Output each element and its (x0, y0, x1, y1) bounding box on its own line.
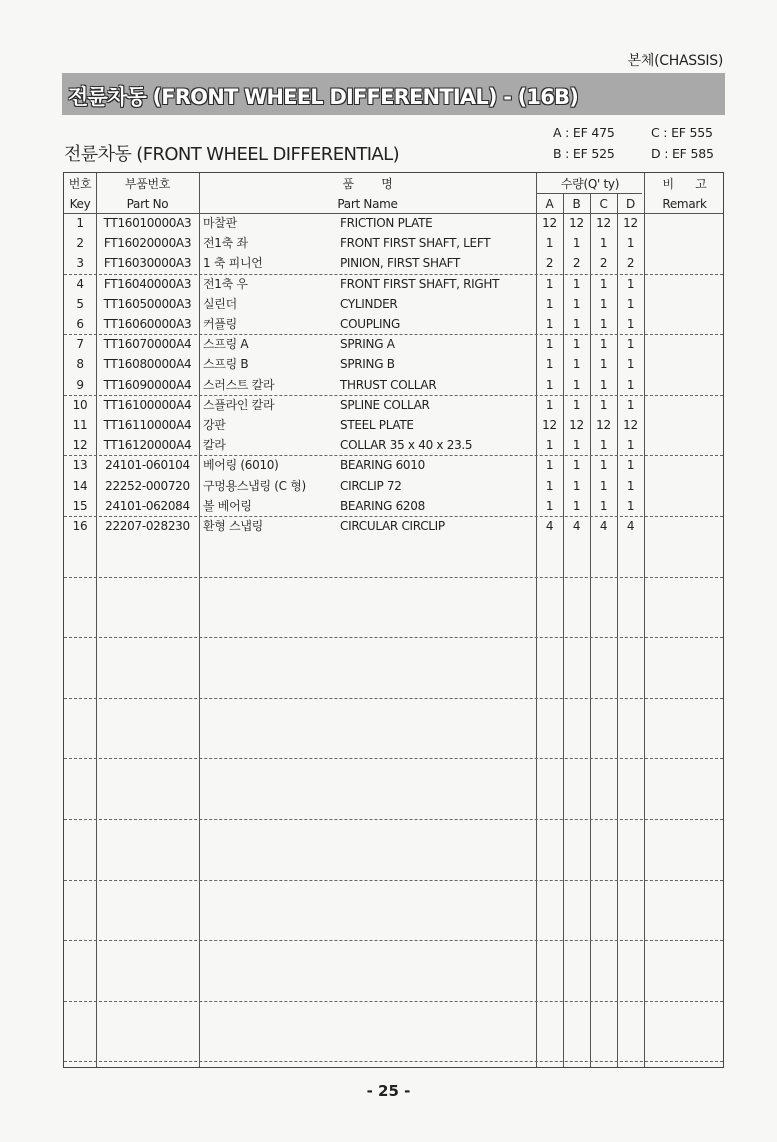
cell-a: 4 (545, 519, 554, 533)
cell-d: 2 (626, 256, 635, 271)
header-part-name-en: Part Name (337, 197, 398, 211)
cell-key: 6 (76, 317, 84, 331)
cell-name-en: SPLINE COLLAR (340, 397, 430, 412)
cell-name-kr: 강판 (203, 418, 226, 432)
cell-name-kr: 1 축 피니언 (203, 256, 263, 271)
cell-name-en: CYLINDER (340, 296, 398, 311)
header-qty: 수량(Q' ty) (560, 177, 620, 191)
cell-name-kr: 환형 스냅링 (203, 519, 263, 533)
cell-name-en: BEARING 6010 (340, 458, 425, 473)
cell-name-en: PINION, FIRST SHAFT (340, 256, 461, 271)
parts-table (63, 172, 724, 1068)
model-d: D : EF 585 (651, 146, 714, 161)
header-part-no-kr: 부품번호 (124, 177, 171, 191)
header-remark-en: Remark (662, 197, 707, 211)
cell-a: 2 (545, 256, 554, 271)
cell-key: 7 (76, 337, 84, 352)
cell-d: 1 (626, 296, 635, 311)
cell-b: 1 (572, 498, 581, 513)
cell-b: 1 (572, 317, 581, 331)
cell-part-no: FT16030000A3 (103, 256, 192, 271)
cell-d: 1 (626, 337, 635, 352)
header-remark-kr: 비 고 (662, 177, 707, 191)
cell-a: 1 (545, 337, 554, 352)
model-b: B : EF 525 (553, 146, 615, 161)
cell-a: 1 (545, 397, 554, 412)
cell-c: 1 (599, 357, 608, 372)
cell-c: 12 (596, 418, 611, 432)
cell-name-en: BEARING 6208 (340, 498, 425, 513)
cell-b: 1 (572, 438, 581, 453)
cell-d: 1 (626, 498, 635, 513)
cell-name-kr: 마찰판 (203, 216, 237, 230)
cell-part-no: TT16050000A3 (103, 296, 192, 311)
cell-part-no: FT16040000A3 (103, 276, 192, 291)
cell-b: 1 (572, 377, 581, 392)
banner-title: 전륜차동 (FRONT WHEEL DIFFERENTIAL) - (16B) (68, 85, 579, 109)
cell-d: 1 (626, 458, 635, 473)
cell-name-kr: 실린더 (203, 296, 237, 311)
row-separator (64, 334, 723, 335)
cell-key: 2 (76, 236, 84, 251)
cell-part-no: TT16080000A4 (103, 357, 192, 372)
cell-d: 1 (626, 478, 635, 493)
cell-d: 1 (626, 438, 635, 453)
row-separator (64, 577, 723, 578)
cell-c: 1 (599, 317, 608, 331)
row-separator (64, 637, 723, 638)
cell-d: 1 (626, 357, 635, 372)
cell-c: 1 (599, 337, 608, 352)
cell-key: 15 (72, 498, 88, 513)
cell-part-no: 24101-062084 (105, 498, 190, 513)
cell-c: 1 (599, 458, 608, 473)
cell-name-en: SPRING A (340, 337, 395, 352)
cell-d: 1 (626, 276, 635, 291)
cell-name-en: FRICTION PLATE (340, 216, 433, 230)
cell-key: 10 (72, 397, 88, 412)
cell-a: 1 (545, 296, 554, 311)
cell-b: 4 (572, 519, 581, 533)
cell-name-en: COLLAR 35 x 40 x 23.5 (340, 438, 473, 453)
cell-a: 12 (542, 216, 557, 230)
row-separator (64, 455, 723, 456)
model-c: C : EF 555 (651, 125, 713, 140)
cell-part-no: TT16010000A3 (103, 216, 192, 230)
cell-part-no: TT16070000A4 (103, 337, 192, 352)
cell-part-no: TT16060000A3 (103, 317, 192, 331)
cell-a: 12 (542, 418, 557, 432)
cell-a: 1 (545, 276, 554, 291)
cell-part-no: 24101-060104 (105, 458, 190, 473)
row-separator (64, 758, 723, 759)
cell-a: 1 (545, 478, 554, 493)
cell-c: 1 (599, 397, 608, 412)
header-key-kr: 번호 (68, 177, 92, 191)
cell-a: 1 (545, 317, 554, 331)
cell-name-en: STEEL PLATE (340, 418, 414, 432)
cell-c: 1 (599, 377, 608, 392)
row-separator (64, 698, 723, 699)
row-separator (64, 274, 723, 275)
row-separator (64, 940, 723, 941)
title-banner (62, 73, 725, 115)
cell-key: 1 (76, 216, 84, 230)
cell-name-en: COUPLING (340, 317, 400, 331)
cell-key: 4 (76, 276, 84, 291)
cell-a: 1 (545, 498, 554, 513)
cell-d: 4 (626, 519, 635, 533)
cell-key: 9 (76, 377, 84, 392)
row-separator (64, 819, 723, 820)
cell-b: 1 (572, 357, 581, 372)
cell-c: 1 (599, 498, 608, 513)
cell-d: 1 (626, 236, 635, 251)
cell-a: 1 (545, 458, 554, 473)
cell-b: 1 (572, 478, 581, 493)
cell-key: 14 (72, 478, 88, 493)
cell-part-no: FT16020000A3 (103, 236, 192, 251)
cell-a: 1 (545, 438, 554, 453)
row-separator (64, 395, 723, 396)
cell-name-kr: 스러스트 칼라 (203, 377, 275, 392)
row-separator (64, 1061, 723, 1062)
cell-a: 1 (545, 357, 554, 372)
cell-c: 2 (599, 256, 608, 271)
cell-name-kr: 구멍용스냅링 (C 형) (203, 478, 306, 493)
cell-b: 2 (572, 256, 581, 271)
row-separator (64, 516, 723, 517)
cell-c: 12 (596, 216, 611, 230)
cell-c: 1 (599, 236, 608, 251)
cell-b: 12 (569, 216, 584, 230)
header-qty-a: A (545, 197, 554, 211)
cell-name-en: FRONT FIRST SHAFT, RIGHT (340, 276, 500, 291)
header-qty-c: C (599, 197, 608, 211)
cell-key: 13 (72, 458, 88, 473)
cell-name-kr: 스플라인 칼라 (203, 397, 275, 412)
cell-d: 1 (626, 317, 635, 331)
cell-key: 11 (72, 418, 88, 432)
cell-name-kr: 스프링 B (203, 357, 249, 372)
cell-b: 1 (572, 276, 581, 291)
cell-key: 12 (72, 438, 88, 453)
header-key-en: Key (69, 197, 91, 211)
cell-name-kr: 칼라 (203, 438, 226, 453)
cell-b: 1 (572, 236, 581, 251)
cell-key: 16 (72, 519, 88, 533)
cell-name-en: FRONT FIRST SHAFT, LEFT (340, 236, 491, 251)
header-part-name-kr: 품 명 (342, 177, 393, 191)
cell-part-no: TT16110000A4 (103, 418, 192, 432)
cell-c: 1 (599, 296, 608, 311)
cell-part-no: TT16090000A4 (103, 377, 192, 392)
cell-d: 12 (623, 216, 638, 230)
cell-name-kr: 전1축 좌 (203, 236, 248, 251)
cell-a: 1 (545, 236, 554, 251)
cell-part-no: TT16120000A4 (103, 438, 192, 453)
cell-key: 3 (76, 256, 84, 271)
cell-name-kr: 볼 베어링 (203, 498, 252, 513)
header-qty-d: D (626, 197, 635, 211)
cell-name-kr: 스프링 A (203, 337, 249, 352)
cell-d: 12 (623, 418, 638, 432)
header-part-no-en: Part No (126, 197, 169, 211)
cell-c: 1 (599, 276, 608, 291)
section-label: 본체(CHASSIS) (627, 53, 723, 69)
row-separator (64, 1001, 723, 1002)
model-a: A : EF 475 (553, 125, 615, 140)
cell-d: 1 (626, 397, 635, 412)
cell-name-en: CIRCULAR CIRCLIP (340, 519, 445, 533)
cell-part-no: 22207-028230 (105, 519, 190, 533)
cell-d: 1 (626, 377, 635, 392)
cell-a: 1 (545, 377, 554, 392)
row-separator (64, 880, 723, 881)
cell-b: 1 (572, 296, 581, 311)
cell-c: 1 (599, 438, 608, 453)
cell-part-no: TT16100000A4 (103, 397, 192, 412)
cell-b: 12 (569, 418, 584, 432)
header-qty-b: B (572, 197, 581, 211)
cell-b: 1 (572, 337, 581, 352)
page-number: - 25 - (366, 1082, 411, 1100)
cell-name-kr: 베어링 (6010) (203, 458, 279, 473)
cell-c: 4 (599, 519, 608, 533)
cell-b: 1 (572, 397, 581, 412)
cell-name-en: THRUST COLLAR (340, 377, 437, 392)
cell-name-en: SPRING B (340, 357, 395, 372)
cell-name-kr: 전1축 우 (203, 276, 248, 291)
cell-name-kr: 커플링 (203, 317, 237, 331)
cell-part-no: 22252-000720 (105, 478, 190, 493)
cell-name-en: CIRCLIP 72 (340, 478, 402, 493)
cell-c: 1 (599, 478, 608, 493)
cell-b: 1 (572, 458, 581, 473)
page-subtitle: 전륜차동 (FRONT WHEEL DIFFERENTIAL) (64, 144, 399, 165)
cell-key: 5 (76, 296, 84, 311)
cell-key: 8 (76, 357, 84, 372)
